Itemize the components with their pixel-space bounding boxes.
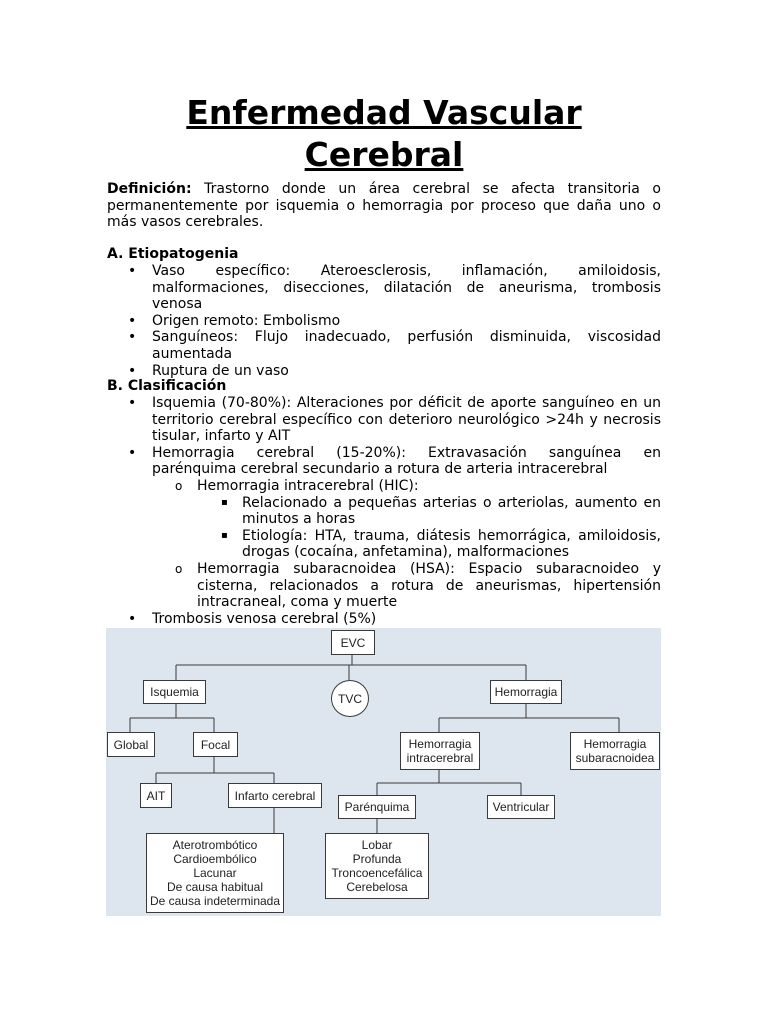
tvc-node: TVC xyxy=(331,680,369,717)
section-b-heading: B. Clasificación xyxy=(107,378,227,394)
hemorragia-node: Hemorragia xyxy=(490,680,562,704)
global-node: Global xyxy=(107,732,155,757)
definition-text: Trastorno donde un área cerebral se afecta transitoria o permanentemente por isquemia o hemorragia por proceso que daña uno o más vasos cerebrales. xyxy=(107,181,661,231)
infarto-types-node: Aterotrombótico Cardioembólico Lacunar De causa habitual De causa indeterminada xyxy=(146,833,284,913)
list-item: • Ruptura de un vaso xyxy=(128,362,289,379)
ait-node: AIT xyxy=(140,783,172,808)
isquemia-node: Isquemia xyxy=(143,680,206,704)
list-item: • Sanguíneos: Flujo inadecuado, perfusión disminuida, viscosidad aumentada xyxy=(128,329,661,362)
bullet-icon: • xyxy=(128,610,137,627)
title-line-1: Enfermedad Vascular xyxy=(186,93,582,132)
circle-bullet-icon: o xyxy=(175,478,183,493)
section-a-heading: A. Etiopatogenia xyxy=(107,246,239,262)
list-item: • Hemorragia cerebral (15-20%): Extravasación sanguínea en parénquima cerebral secundario a rotura de arteria intracerebral xyxy=(128,444,661,478)
page-title xyxy=(0,92,768,176)
infarto-cerebral-node: Infarto cerebral xyxy=(228,783,322,808)
bullet-icon: • xyxy=(128,362,137,379)
bullet-icon: • xyxy=(128,329,137,346)
bullet-icon: • xyxy=(128,444,137,461)
list-item: • Vaso específico: Ateroesclerosis, inflamación, amiloidosis, malformaciones, disecciones, dilatación de aneurisma, trombosis venosa xyxy=(128,263,661,313)
definition-label: Definición: xyxy=(107,181,192,197)
classification-diagram xyxy=(106,628,661,916)
list-item: • Isquemia (70-80%): Alteraciones por déficit de aporte sanguíneo en un territorio cerebral específico con deterioro neurológico >24h y necrosis tisular, infarto y AIT xyxy=(128,395,661,445)
definition-paragraph xyxy=(107,181,661,231)
section-a-list xyxy=(107,263,661,379)
bullet-icon: • xyxy=(128,263,137,279)
focal-node: Focal xyxy=(193,732,238,757)
bullet-icon: • xyxy=(128,395,137,411)
sub-list-item: o Hemorragia subaracnoidea (HSA): Espacio subaracnoideo y cisterna, relacionados a rotura de aneurismas, hipertensión intracraneal, coma y muerte xyxy=(175,560,661,611)
sub-sub-list-item: ▪ Relacionado a pequeñas arterias o arteriolas, aumento en minutos a horas xyxy=(221,494,661,528)
list-item: • Trombosis venosa cerebral (5%) xyxy=(128,610,377,627)
square-bullet-icon: ▪ xyxy=(221,496,228,508)
evc-node: EVC xyxy=(331,630,375,655)
ventricular-node: Ventricular xyxy=(487,795,555,819)
parenquima-types-node: Lobar Profunda Troncoencefálica Cerebelosa xyxy=(325,833,429,899)
sub-list-item: o Hemorragia intracerebral (HIC): xyxy=(175,477,419,494)
hemorragia-subaracnoidea-node: Hemorragia subaracnoidea xyxy=(570,732,660,770)
list-item: • Origen remoto: Embolismo xyxy=(128,312,341,329)
section-b-list xyxy=(107,395,661,627)
sub-sub-list-item: ▪ Etiología: HTA, trauma, diátesis hemorrágica, amiloidosis, drogas (cocaína, anfetamina), malformaciones xyxy=(221,527,661,561)
title-line-2: Cerebral xyxy=(304,135,464,174)
parenquima-node: Parénquima xyxy=(338,795,416,819)
bullet-icon: • xyxy=(128,312,137,329)
square-bullet-icon: ▪ xyxy=(221,529,228,541)
circle-bullet-icon: o xyxy=(175,561,183,576)
hemorragia-intracerebral-node: Hemorragia intracerebral xyxy=(400,732,480,770)
